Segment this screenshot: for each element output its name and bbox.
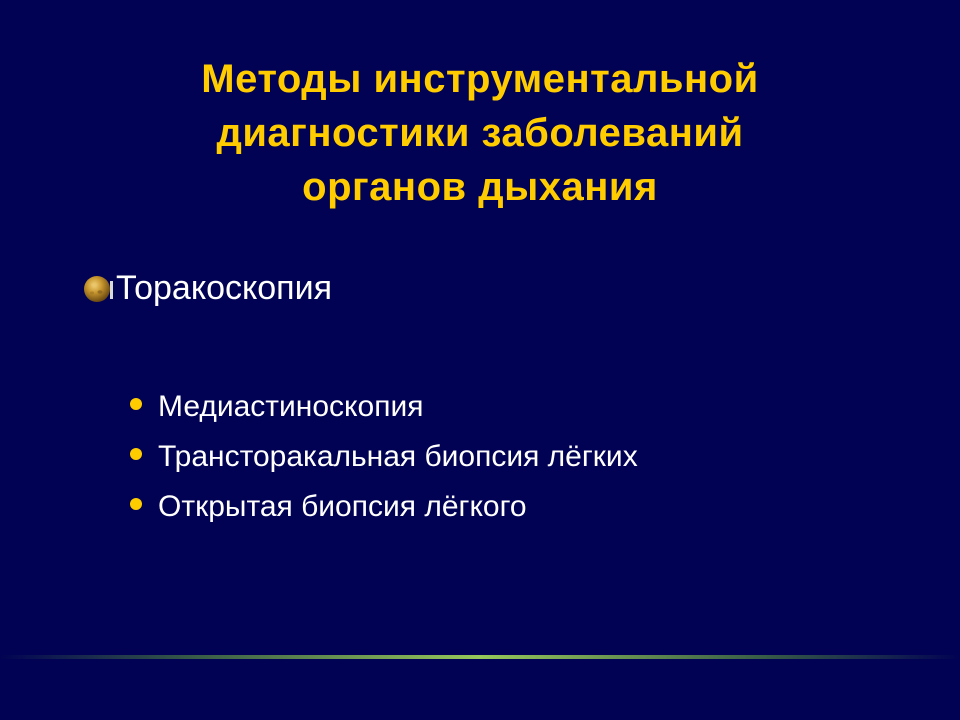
bullet-dot-icon	[130, 448, 142, 460]
slide-title	[0, 52, 960, 214]
gold-coin-icon	[82, 271, 116, 305]
sub-item-label: Открытая биопсия лёгкого	[158, 490, 527, 523]
sub-item-label: Медиастиноскопия	[158, 390, 424, 423]
title-line-1: Методы инструментальной	[201, 57, 759, 101]
bullet-dot-icon	[130, 398, 142, 410]
title-line-3: органов дыхания	[302, 165, 658, 209]
bullet-dot-icon	[130, 498, 142, 510]
list-item	[130, 432, 638, 482]
title-line-2: диагностики заболеваний	[216, 111, 744, 155]
main-item-label: Торакоскопия	[116, 269, 332, 307]
list-item	[130, 482, 638, 532]
list-item	[130, 382, 638, 432]
footer-divider	[0, 655, 960, 659]
sub-bullet-list	[130, 382, 638, 532]
sub-item-label: Трансторакальная биопсия лёгких	[158, 440, 638, 473]
main-bullet-item	[82, 266, 332, 310]
